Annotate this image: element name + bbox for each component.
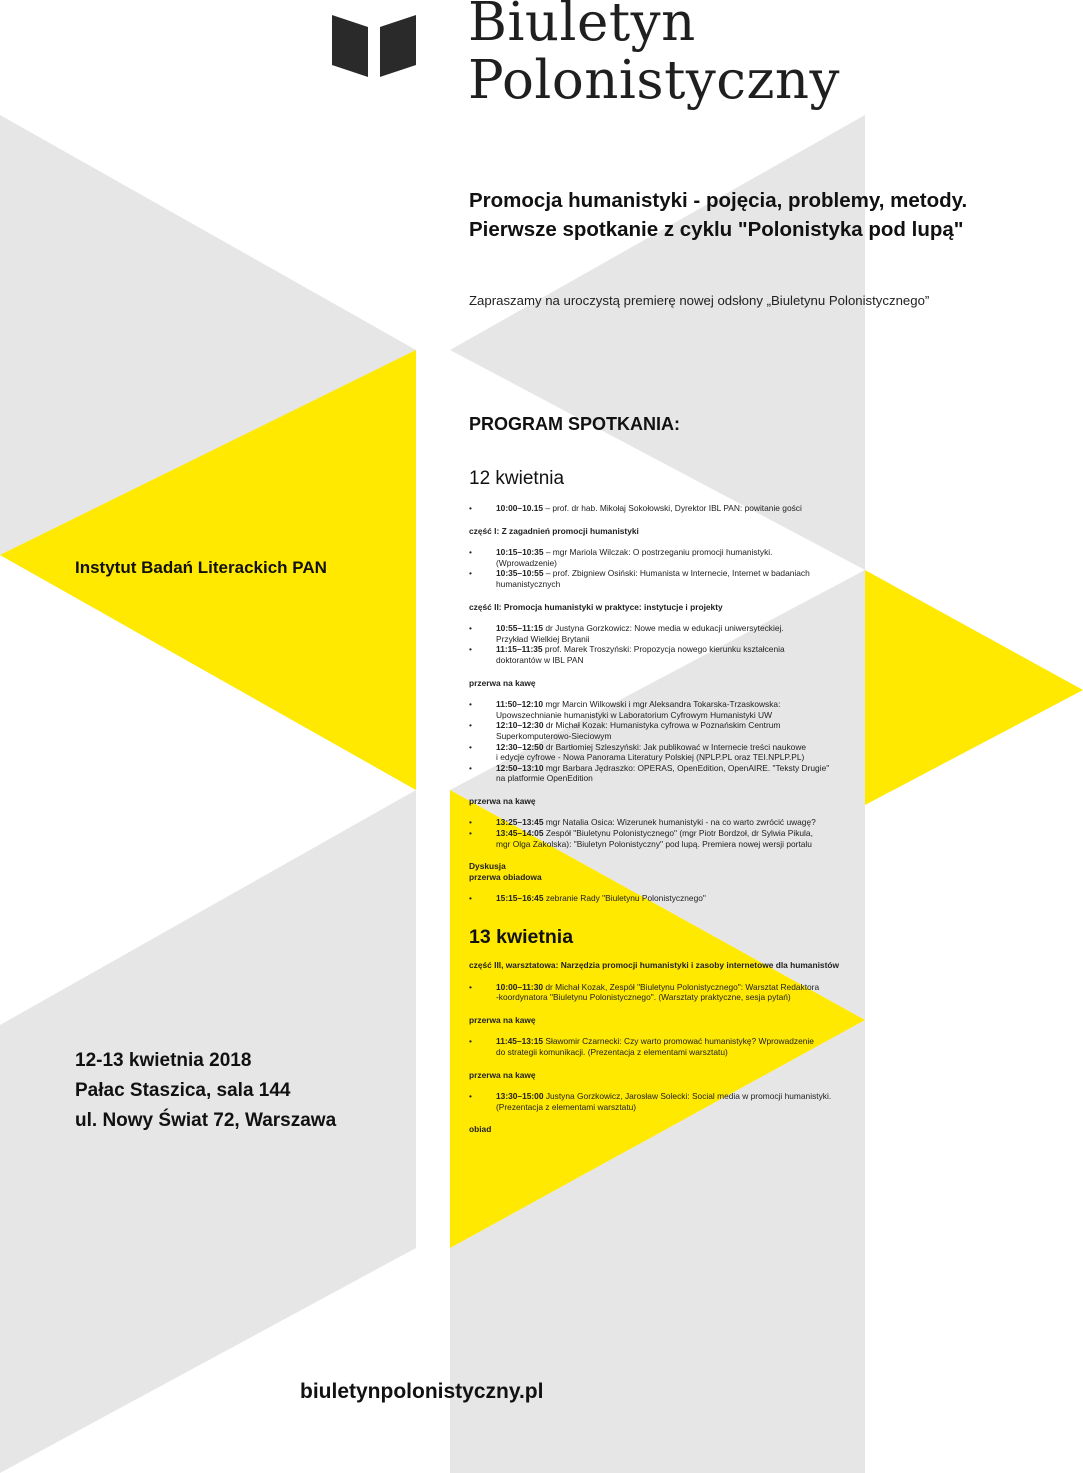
invitation-text: Zapraszamy na uroczystą premierę nowej odsłony „Biuletynu Polonistycznego” bbox=[469, 293, 930, 308]
list-item: • 10:35–10:55 – prof. Zbigniew Osiński: Humanista w Internecie, Internet w badaniach humanistycznych bbox=[469, 568, 869, 589]
list-item: • 11:15–11:35 prof. Marek Troszyński: Propozycja nowego kierunku kształcenia doktorantów w IBL PAN bbox=[469, 644, 869, 665]
break-label: przerwa na kawę bbox=[469, 677, 536, 688]
section-title: część III, warsztatowa: Narzędzia promocji humanistyki i zasoby internetowe dla humanistów bbox=[469, 960, 839, 970]
end-label: obiad bbox=[469, 1124, 492, 1135]
break-label: przerwa na kawę bbox=[469, 1014, 536, 1025]
day-1-title: 12 kwietnia bbox=[469, 468, 565, 489]
list-item: • 13:30–15:00 Justyna Gorzkowicz, Jarosław Solecki: Social media w promocji humanistyki. (Prezentacja z elementami warsztatu) bbox=[469, 1091, 869, 1112]
discussion-label: Dyskusja bbox=[469, 861, 506, 872]
list-item: • 12:10–12:30 dr Michał Kozak: Humanistyka cyfrowa w Poznańskim Centrum Superkomputerowo-Sieciowym bbox=[469, 720, 869, 741]
list-item: • 10:00–11:30 dr Michał Kozak, Zespół "Biuletynu Polonistycznego": Warsztat Redaktora -koordynatora "Biuletynu Polonistycznego". (Warsztaty praktyczne, sesja pytań) bbox=[469, 982, 869, 1003]
list-item: • 11:45–13:15 Sławomir Czarnecki: Czy warto promować humanistykę? Wprowadzenie do strategii komunikacji. (Prezentacja z elementami warsztatu) bbox=[469, 1036, 869, 1057]
venue-place: Pałac Staszica, sala 144 bbox=[75, 1080, 291, 1101]
list-item: • 11:50–12:10 mgr Marcin Wilkowski i mgr Aleksandra Tokarska-Trzaskowska: Upowszechnianie humanistyki w Laboratorium Cyfrowym Humanistyki UW bbox=[469, 699, 869, 720]
program-heading: PROGRAM SPOTKANIA: bbox=[469, 414, 680, 434]
list-item: • 13:25–13:45 mgr Natalia Osica: Wizerunek humanistyki - na co warto zwrócić uwagę? bbox=[469, 817, 869, 828]
list-item: • 12:50–13:10 mgr Barbara Jędraszko: OPERAS, OpenEdition, OpenAIRE. "Teksty Drugie" na platformie OpenEdition bbox=[469, 763, 869, 784]
event-headline bbox=[469, 186, 967, 244]
day-1-program bbox=[469, 503, 869, 904]
list-item: • 10:15–10:35 – mgr Mariola Wilczak: O postrzeganiu promocji humanistyki. (Wprowadzenie) bbox=[469, 547, 869, 568]
list-item: • 13:45–14:05 Zespół "Biuletynu Polonistycznego" (mgr Piotr Bordzoł, dr Sylwia Pikula, mgr Olga Zakolska): "Biuletyn Polonistyczny" pod lupą. Premiera nowej wersji portalu bbox=[469, 828, 869, 849]
publication-title bbox=[468, 0, 840, 110]
lunch-break-label: przerwa obiadowa bbox=[469, 871, 542, 882]
gray-shape-top-right bbox=[450, 115, 865, 570]
section-title: część II: Promocja humanistyki w praktyce: instytucje i projekty bbox=[469, 601, 723, 612]
open-book-icon bbox=[332, 11, 416, 77]
break-label: przerwa na kawę bbox=[469, 1069, 536, 1080]
headline-line-2: Pierwsze spotkanie z cyklu "Polonistyka pod lupą" bbox=[469, 218, 964, 241]
venue-address: ul. Nowy Świat 72, Warszawa bbox=[75, 1110, 337, 1131]
event-venue bbox=[75, 1046, 336, 1136]
title-line-2: Polonistyczny bbox=[468, 50, 840, 111]
yellow-shape-right-wedge bbox=[865, 570, 1083, 805]
list-item: • 10:55–11:15 dr Justyna Gorzkowicz: Nowe media w edukacji uniwersyteckiej. Przykład Wielkiej Brytanii bbox=[469, 623, 869, 644]
headline-line-1: Promocja humanistyki - pojęcia, problemy, metody. bbox=[469, 189, 968, 212]
break-label: przerwa na kawę bbox=[469, 795, 536, 806]
website-link[interactable]: biuletynpolonistyczny.pl bbox=[300, 1380, 544, 1403]
section-title: część I: Z zagadnień promocji humanistyki bbox=[469, 525, 639, 536]
day-2-program bbox=[469, 960, 869, 1135]
venue-date: 12-13 kwietnia 2018 bbox=[75, 1050, 252, 1071]
institute-name: Instytut Badań Literackich PAN bbox=[75, 558, 327, 577]
list-item: • 10:00–10.15 – prof. dr hab. Mikołaj Sokołowski, Dyrektor IBL PAN: powitanie gości bbox=[469, 503, 869, 514]
title-line-1: Biuletyn bbox=[468, 0, 696, 53]
list-item: • 15:15–16:45 zebranie Rady "Biuletynu Polonistycznego" bbox=[469, 893, 869, 904]
day-2-title: 13 kwietnia bbox=[469, 926, 574, 948]
list-item: • 12:30–12:50 dr Bartłomiej Szleszyński: Jak publikować w Internecie treści naukowe i edycje cyfrowe - Nowa Panorama Literatury Polskiej (NPLP.PL oraz TEI.NPLP.PL) bbox=[469, 742, 869, 763]
